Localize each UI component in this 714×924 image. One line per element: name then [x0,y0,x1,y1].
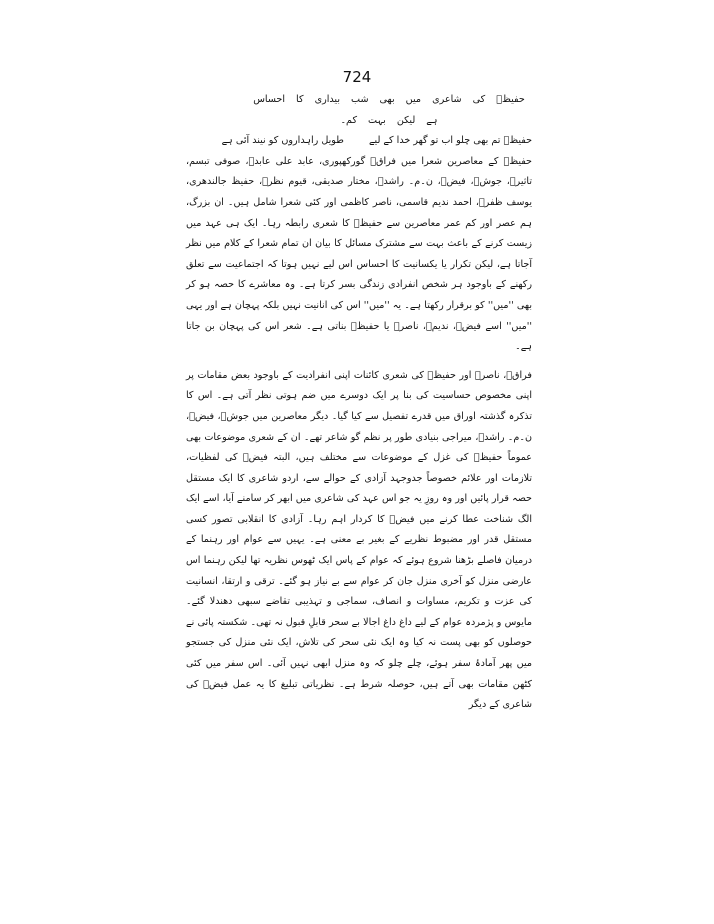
verse-couplet [186,131,532,152]
paragraph: حفیظؔ کے معاصرین شعرا میں فراقؔ گورکھپوری، عابد علی عابدؔ، صوفی تبسم، تاثیرؔ، جوشؔ، فیضؔ، ن۔م۔ راشدؔ، مختار صدیقی، قیوم نظرؔ، حفیظ جالندھری، یوسف ظفرؔ، احمد ندیم قاسمی، ناصر کاظمی اور کئی شعرا شامل ہیں۔ ان بزرگ، ہم عصر اور کم عمر معاصرین سے حفیظؔ کا شعری رابطہ رہا۔ ایک ہی عہد میں زیست کرنے کے باعث بہت سے مشترک مسائل کا بیان ان تمام شعرا کے کلام میں نظر آجاتا ہے، لیکن تکرار یا یکسانیت کا احساس اس لیے نہیں ہوتا کہ اجتماعیت سے تعلق رکھنے کے باوجود ہر شخص انفرادی زندگی بسر کرتا ہے۔ وہ معاشرے کا حصہ ہو کر بھی ''میں'' کو برقرار رکھتا ہے۔ یہ ''میں'' اس کی انانیت نہیں بلکہ پہچان ہے اور یہی ''میں'' اسے فیضؔ، ندیمؔ، ناصرؔ یا حفیظؔ بناتی ہے۔ شعر اس کی پہچان بن جاتا ہے۔ [186,155,532,353]
paragraph: فراقؔ، ناصرؔ اور حفیظؔ کی شعری کائنات اپنی انفرادیت کے باوجود بعض مقامات پر اپنی مخصوص حساسیت کی بنا پر ایک دوسرے میں ضم ہوتی نظر آتی ہے۔ اس کا تذکرہ گذشتہ اوراق میں قدرے تفصیل سے کیا گیا۔ دیگر معاصرین میں جوشؔ، فیضؔ، ن۔م۔ راشدؔ، میراجی بنیادی طور پر نظم گو شاعر تھے۔ ان کے شعری موضوعات بھی عموماً حفیظؔ کی غزل کے موضوعات سے مختلف ہیں، البتہ فیضؔ کی لفظیات، تلازمات اور علائم خصوصاً جدوجہد آزادی کے حوالے سے، اردو شاعری کا ایک مستقل حصہ قرار پائیں اور وہ روزِ یہ جو اس عہد کی شاعری میں ابھر کر سامنے آیا، اسے ایک الگ شناخت عطا کرنے میں فیضؔ کا کردار اہم رہا۔ آزادی کا انقلابی تصور کسی مستقل قدر اور مضبوط نظریے کے بغیر بے معنی ہے۔ یہیں سے عوام اور رہنما کے درمیان فاصلے بڑھنا شروع ہوئے کہ عوام کے پاس ایک ٹھوس نظریہ تھا لیکن رہنما اس عارضی منزل کو آخری منزل جان کر عوام سے بے نیاز ہو گئے۔ ترقی و ارتقا، انسانیت کی عزت و تکریم، مساوات و انصاف، سماجی و تہذیبی تقاضے سبھی دھندلا گئے۔ مایوس و پژمردہ عوام کے لیے داغ داغ اجالا بے سحر قابلِ قبول نہ تھی۔ شکستہ پائی نے حوصلوں کو بھی پست نہ کیا وہ ایک نئی سحر کی تلاش، ایک نئی منزل کی جستجو میں پھر آمادۂ سفر ہوئے، چلے چلو کہ وہ منزل ابھی نہیں آئی۔ اس سفر میں کئی کٹھن مقامات بھی آتے ہیں، حوصلہ شرط ہے۔ نظریاتی تبلیغ کا یہ عمل فیضؔ کی شاعری کے دیگر [186,369,532,711]
page-body [186,90,532,716]
page-number: 724 [342,68,372,86]
hemistich-first: حفیظؔ تم بھی چلو اب تو گھر خدا کے لیے [368,135,532,147]
paragraph-gap [186,358,532,366]
hemistich-second: طویل راہداروں کو نیند آئی ہے [221,135,344,147]
verse-line: حفیظؔ کی شاعری میں بھی شب بیداری کا احساس ہے لیکن بہت کم۔ [253,94,525,126]
